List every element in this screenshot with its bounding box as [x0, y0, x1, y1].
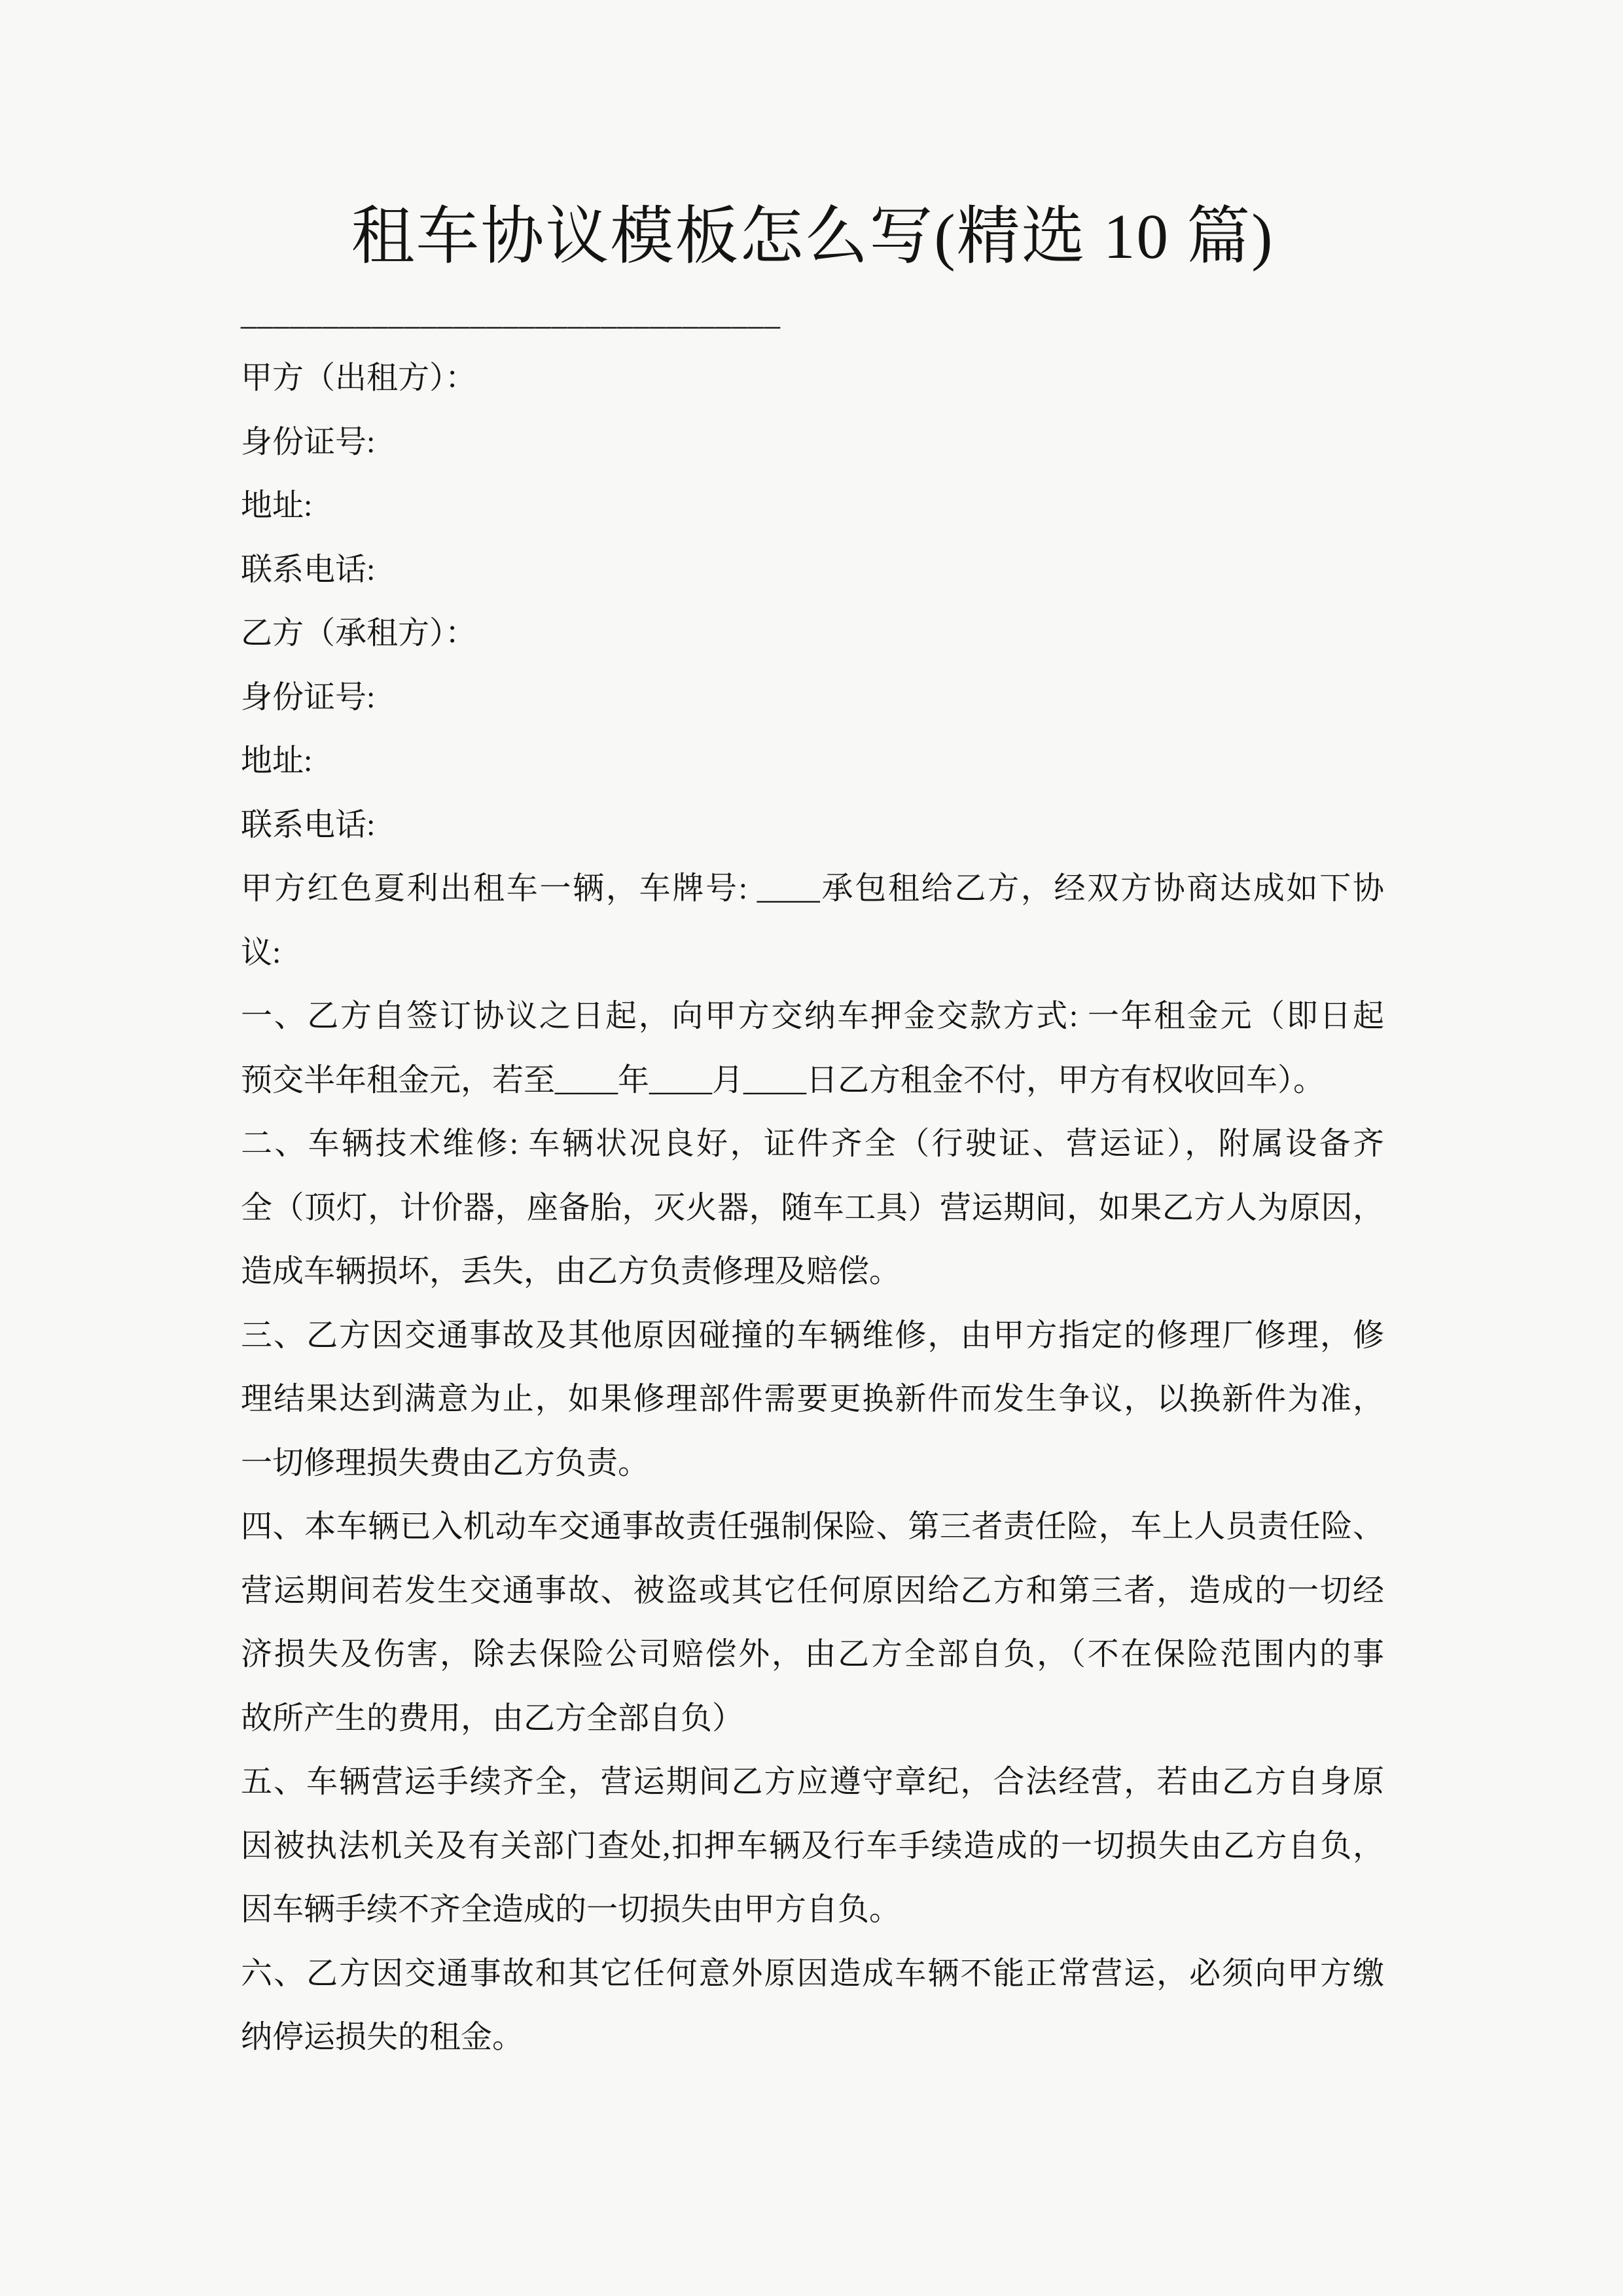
doc-line: 纳停运损失的租金。	[241, 2020, 524, 2054]
doc-line: 身份证号:	[241, 424, 376, 459]
doc-line: 理结果达到满意为止，如果修理部件需要更换新件而发生争议，以换新件为准，	[241, 1382, 1384, 1416]
doc-line: 地址:	[241, 744, 313, 778]
doc-line: 联系电话:	[241, 807, 376, 842]
doc-line: 五、车辆营运手续齐全，营运期间乙方应遵守章纪，合法经营，若由乙方自身原	[241, 1765, 1384, 1799]
doc-line: 议:	[241, 935, 281, 970]
doc-line: 造成车辆损坏，丢失，由乙方负责修理及赔偿。	[241, 1254, 901, 1289]
doc-line: 二、车辆技术维修: 车辆状况良好，证件齐全（行驶证、营运证），附属设备齐	[241, 1126, 1384, 1161]
doc-line: 乙方（承租方）：	[241, 616, 477, 651]
doc-line: 联系电话:	[241, 552, 376, 587]
doc-line: 因车辆手续不齐全造成的一切损失由甲方自负。	[241, 1892, 901, 1927]
doc-line: 六、乙方因交通事故和其它任何意外原因造成车辆不能正常营运，必须向甲方缴	[241, 1956, 1384, 1991]
doc-line: 甲方红色夏利出租车一辆，车牌号: ____承包租给乙方，经双方协商达成如下协	[241, 871, 1384, 906]
doc-line: 因被执法机关及有关部门查处,扣押车辆及行车手续造成的一切损失由乙方自负，	[241, 1828, 1384, 1863]
doc-line: 预交半年租金元，若至____年____月____日乙方租金不付，甲方有权收回车）。	[241, 1062, 1325, 1098]
doc-line: 甲方（出租方）：	[241, 361, 477, 395]
doc-line: 营运期间若发生交通事故、被盗或其它任何原因给乙方和第三者，造成的一切经	[241, 1573, 1384, 1608]
doc-line: 四、本车辆已入机动车交通事故责任强制保险、第三者责任险，车上人员责任险、	[241, 1509, 1384, 1544]
doc-line: 地址:	[241, 488, 313, 523]
doc-line: 一、乙方自签订协议之日起，向甲方交纳车押金交款方式: 一年租金元（即日起	[241, 999, 1384, 1033]
separator-underscores: _________________________________	[241, 297, 781, 332]
doc-line: 三、乙方因交通事故及其他原因碰撞的车辆维修，由甲方指定的修理厂修理，修	[241, 1318, 1384, 1353]
document-title: 租车协议模板怎么写(精选 10 篇)	[351, 202, 1274, 272]
doc-line: 全（顶灯，计价器，座备胎，灭火器，随车工具）营运期间，如果乙方人为原因，	[241, 1190, 1384, 1225]
doc-line: 济损失及伤害，除去保险公司赔偿外，由乙方全部自负，（不在保险范围内的事	[241, 1637, 1384, 1672]
doc-line: 一切修理损失费由乙方负责。	[241, 1445, 650, 1480]
doc-line: 故所产生的费用，由乙方全部自负）	[241, 1700, 744, 1736]
doc-line: 身份证号:	[241, 679, 376, 715]
